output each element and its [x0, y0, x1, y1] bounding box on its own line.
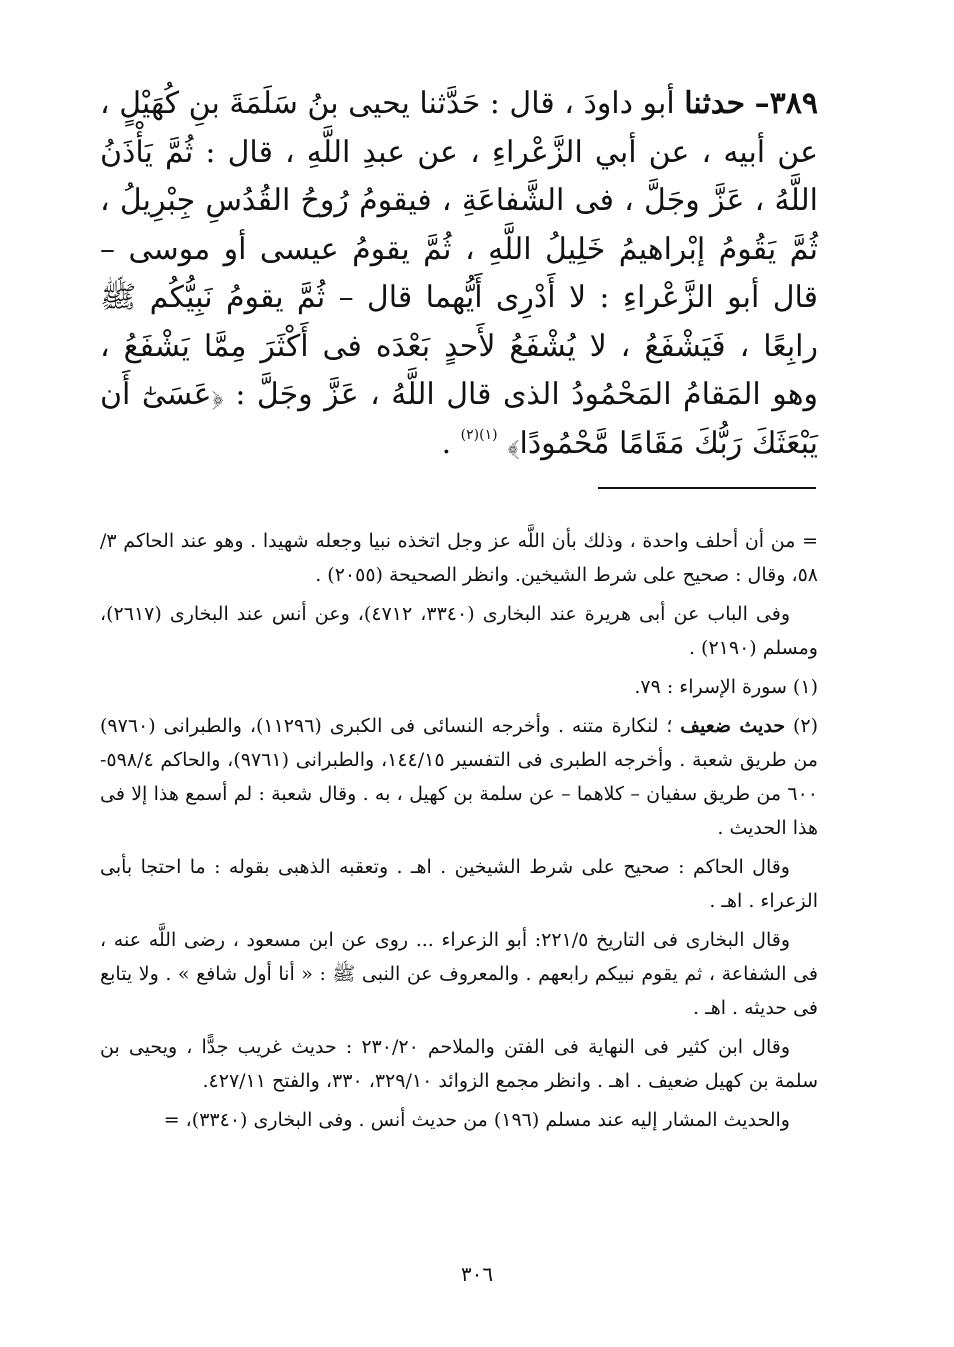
footnote-refs: (١)(٢): [460, 426, 498, 443]
footnote-continued: = من أن أحلف واحدة ، وذلك بأن اللَّه عز وجل اتخذه نبيا وجعله شهيدا . وهو عند الحاكم ٣/ ٥٨، وقال : صحيح على شرط الشيخين. وانظر الصحيحة (٢٠٥٥) .: [100, 530, 818, 586]
footnote-2-prefix: (٢): [785, 715, 819, 737]
hadith-number: ٣٨٩–: [754, 86, 818, 121]
footnote-2: [100, 709, 818, 845]
footnote-1: (١) سورة الإسراء : ٧٩.: [634, 676, 818, 698]
hadith-text: [100, 80, 818, 468]
footnote-paragraph-muslim: والحديث المشار إليه عند مسلم (١٩٦) من حديث أنس . وفى البخارى (٣٣٤٠)، =: [163, 1109, 790, 1131]
footnote-bab: وفى الباب عن أبى هريرة عند البخارى (٣٣٤٠، ٤٧١٢)، وعن أنس عند البخارى (٢٦١٧)، ومسلم (٢١٩٠) .: [100, 603, 818, 659]
hadith-end: .: [441, 425, 461, 461]
page-number: ٣٠٦: [460, 1262, 494, 1286]
footnote-divider: [598, 487, 816, 489]
footnote-2-grade: حديث ضعيف: [680, 715, 786, 737]
footnotes-section: [100, 524, 818, 1142]
footnote-2-text: ؛ لنكارة متنه . وأخرجه النسائى فى الكبرى (١١٢٩٦)، والطبرانى (٩٧٦٠) من طريق شعبة . وأخرجه الطبرى فى التفسير ١٤٤/١٥، والطبرانى (٩٧٦١)، والحاكم ٥٩٨/٤- ٦٠٠ من طريق سفيان – كلاهما – عن سلمة بن كهيل ، به . وقال شعبة : لم أسمع هذا إلا فى هذا الحديث .: [100, 715, 818, 839]
footnote-paragraph-bukhari: وقال البخارى فى التاريخ ٢٢١/٥: أبو الزعراء ... روى عن ابن مسعود ، رضى اللَّه عنه ، فى الشفاعة ، ثم يقوم نبيكم رابعهم . والمعروف عن النبى ﷺ : « أنا أول شافع » . ولا يتابع فى حديثه . اهـ .: [100, 929, 818, 1019]
hadith-body: أبو داودَ ، قال : حَدَّثنا يحيى بنُ سَلَمَةَ بنِ كُهَيْلٍ ، عن أبيه ، عن أبي الزَّعْراءِ ، عن عبدِ اللَّهِ ، قال : ثُمَّ يَأْذَنُ اللَّهُ ، عَزَّ وجَلَّ ، فى الشَّفاعَةِ ، فيقومُ رُوحُ القُدُسِ جِبْرِيلُ ، ثُمَّ يَقُومُ إبْراهيمُ خَلِيلُ اللَّهِ ، ثُمَّ يقومُ عيسى أو موسى – قال أبو الزَّعْراءِ : لا أَدْرِى أَيُّهما قال – ثُمَّ يقومُ نَبِيُّكُم ﷺ رابِعًا ، فَيَشْفَعُ ، لا يُشْفَعُ لأَحدٍ بَعْدَه فى أَكْثَرَ مِمَّا يَشْفَعُ ، وهو المَقامُ المَحْمُودُ الذى قال اللَّهُ ، عَزَّ وجَلَّ : ﴿عَسَىٰٓ أَن يَبْعَثَكَ رَبُّكَ مَقَامًا مَّحْمُودًا﴾: [99, 86, 818, 461]
footnote-paragraph-hakim: وقال الحاكم : صحيح على شرط الشيخين . اهـ . وتعقبه الذهبى بقوله : ما احتجا بأبى الزعراء . اهـ .: [100, 856, 818, 912]
hadith-lead-word: حدثنا: [684, 86, 746, 121]
footnote-paragraph-ibn-kathir: وقال ابن كثير فى النهاية فى الفتن والملاحم ٢٣٠/٢٠ : حديث غريب جدًّا ، ويحيى بن سلمة بن كهيل ضعيف . اهـ . وانظر مجمع الزوائد ٣٢٩/١٠، ٣٣٠، والفتح ٤٢٧/١١.: [100, 1036, 818, 1092]
